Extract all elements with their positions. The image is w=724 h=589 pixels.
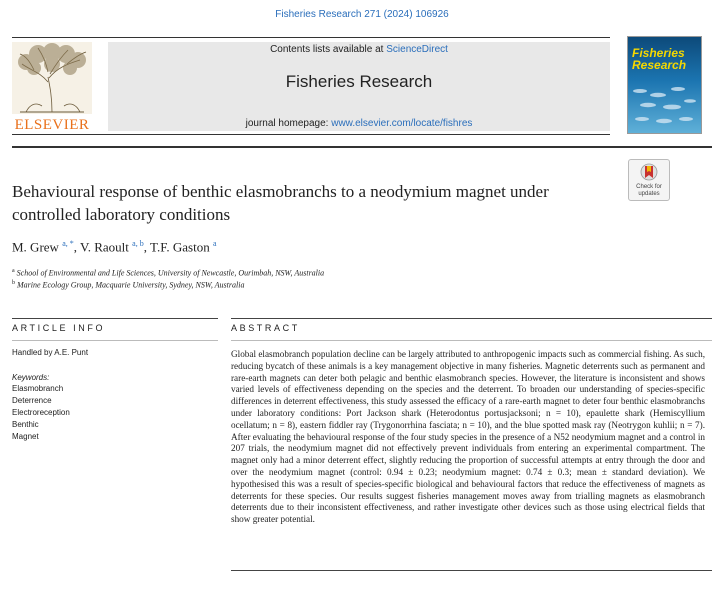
- affiliation-text: School of Environmental and Life Sciences, University of Newcastle, Ourimbah, NSW, Australia: [16, 268, 325, 278]
- author-name[interactable]: V. Raoult: [80, 239, 129, 255]
- affiliation-text: Marine Ecology Group, Macquarie University, Sydney, NSW, Australia: [17, 280, 245, 290]
- handled-by: Handled by A.E. Punt: [12, 348, 89, 357]
- publisher-name: ELSEVIER: [14, 117, 90, 133]
- affiliation-mark: a: [12, 268, 15, 274]
- divider: [231, 318, 712, 319]
- contents-line: [108, 44, 610, 55]
- sciencedirect-link[interactable]: ScienceDirect: [386, 44, 448, 55]
- divider: [12, 340, 218, 341]
- author-list: [12, 239, 612, 255]
- divider: [231, 570, 712, 571]
- header-rule: [12, 146, 712, 148]
- author-separator: ,: [143, 239, 150, 255]
- keyword: Deterrence: [12, 396, 52, 405]
- author-affiliation-mark[interactable]: a: [212, 239, 217, 248]
- affiliation: [12, 268, 612, 278]
- author-separator: ,: [73, 239, 81, 255]
- divider: [12, 318, 218, 319]
- divider: [231, 340, 712, 341]
- author-affiliation-mark[interactable]: a, b: [132, 239, 144, 248]
- contents-prefix: Contents lists available at: [270, 44, 387, 55]
- article-info-heading: ARTICLE INFO: [12, 323, 106, 333]
- abstract-text: Global elasmobranch population decline can be largely attributed to anthropogenic impacts such as commercial fishing. As such, reducing bycatch of these animals is a key management objective in many fisheries. Magnetic deterrents such as permanent and rare-earth magnets can deter both pelagic and benthic elasmobranch species. However, the literature is inconsistent and shows varied levels of effectiveness depending on the species and the deterrent. To broaden our understanding of species-specific differences in deterrent effectiveness, this study assessed the efficacy of a rare-earth magnet to deter four benthic elasmobranchs under laboratory conditions: Port Jackson shark (Heterodontus portusjacksoni; n = 10), epaulette shark (Hemiscyllium ocellatum; n = 8), eastern fiddler ray (Trygonorrhina fasciata; n = 10), and the blue spotted mask ray (Neotrygon kuhlii; n = 7). After evaluating the behavioural response of the four study species in the presence of a N52 neodymium magnet and a control in 207 trials, the neodymium magnet did not effectively prevent individuals from entering an experimental compartment. The magnet only had a minor deterrent effect, slightly reducing the proportion of successful attempts at entry through the door and over the neodymium magnet (control: 0.94 ± 0.23; neodymium magnet: 0.74 ± 0.3; mean ± standard deviation). We hypothesised this was a result of species-specific biological and behavioural factors that reduce the effectiveness of magnets as deterrents for these species. Our results suggest fisheries management moves away from trialling magnets as elasmobranch deterrents due to their inconsistent effectiveness, and rather investigate other devices such as those using electrical fields that show greater potential.: [231, 349, 705, 525]
- journal-reference[interactable]: Fisheries Research 271 (2024) 106926: [275, 9, 449, 20]
- keyword: Magnet: [12, 432, 39, 441]
- abstract-heading: ABSTRACT: [231, 323, 300, 333]
- check-for-updates-label: Check for updates: [636, 184, 662, 197]
- author-name[interactable]: T.F. Gaston: [149, 239, 210, 255]
- homepage-link[interactable]: www.elsevier.com/locate/fishres: [331, 118, 473, 129]
- journal-cover-image[interactable]: [627, 36, 702, 134]
- keyword: Electroreception: [12, 408, 70, 417]
- cover-fish-icon: [628, 81, 701, 133]
- affiliation: [12, 280, 612, 290]
- author-affiliation-mark[interactable]: a, *: [62, 239, 74, 248]
- affiliation-mark: b: [12, 280, 15, 286]
- keyword: Benthic: [12, 420, 39, 429]
- keywords-label: Keywords:: [12, 373, 50, 382]
- author-name[interactable]: M. Grew: [12, 239, 59, 255]
- keyword: Elasmobranch: [12, 384, 64, 393]
- article-title: Behavioural response of benthic elasmobranchs to a neodymium magnet under controlled laboratory conditions: [12, 182, 549, 224]
- homepage-line: [108, 118, 610, 129]
- cover-title: Fisheries Research: [632, 46, 687, 72]
- journal-title: Fisheries Research: [285, 72, 433, 91]
- bookmark-icon: [640, 163, 658, 183]
- homepage-prefix: journal homepage:: [245, 118, 332, 129]
